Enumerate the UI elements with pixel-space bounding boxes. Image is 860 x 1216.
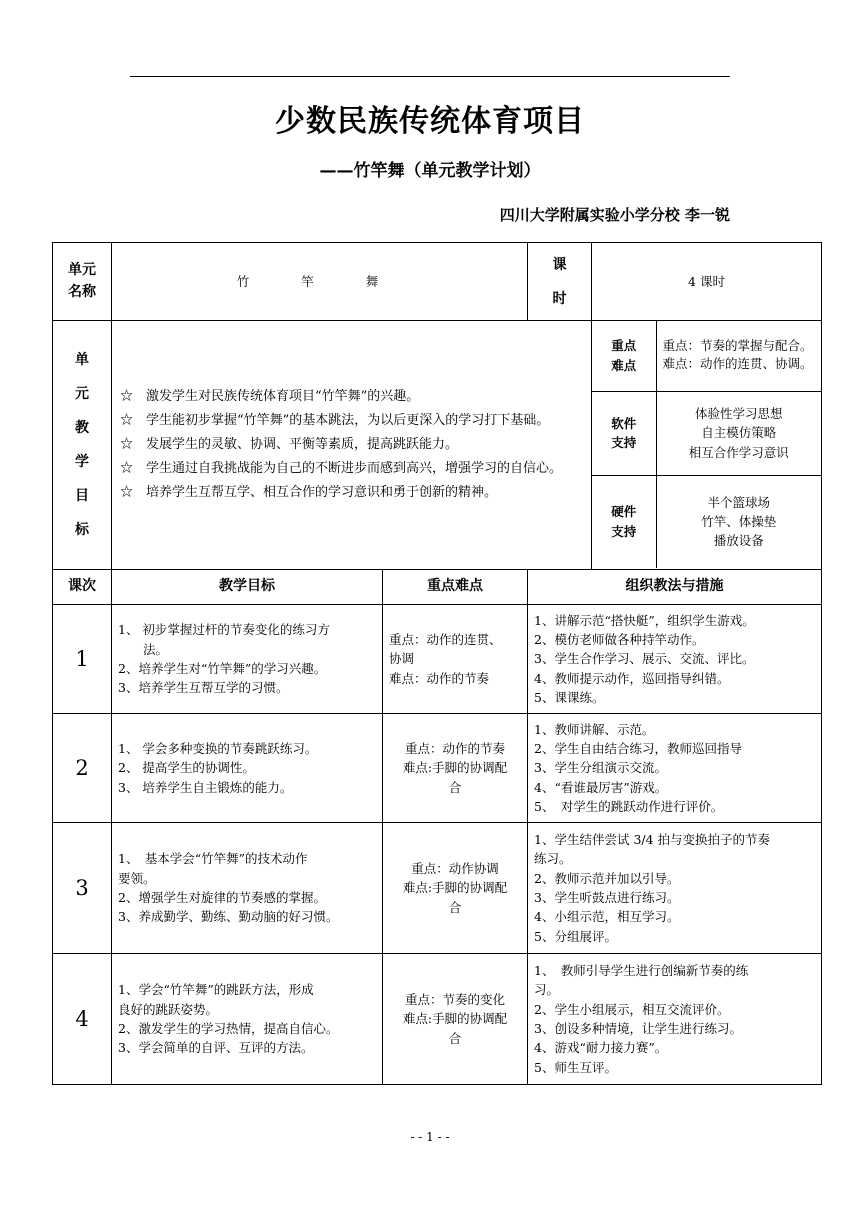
- lesson-number: 2: [53, 714, 112, 823]
- lesson-goals: 1、学会“竹竿舞”的跳跃方法，形成 良好的跳跃姿势。 2、激发学生的学习热情，提高自信心。 3、学会简单的自评、互评的方法。: [112, 954, 383, 1085]
- hardware-value: 半个篮球场 竹竿、体操垫 播放设备: [701, 494, 777, 549]
- unit-hours-label: 课 时: [528, 243, 592, 321]
- lesson-methods: 1、学生结伴尝试 3/4 拍与变换拍子的节奏 练习。 2、教师示范并加以引导。 3、学生听鼓点进行练习。 4、小组示范，相互学习。 5、分组展评。: [528, 823, 822, 954]
- goal-item: ☆ 学生能初步掌握“竹竿舞”的基本跳法，为以后更深入的学习打下基础。: [120, 412, 550, 428]
- header-rule: [130, 76, 730, 77]
- unit-goals-row: [53, 321, 822, 570]
- lesson-row: [53, 954, 822, 1085]
- lesson-row: [53, 605, 822, 714]
- lesson-methods: 1、讲解示范“搭快艇”，组织学生游戏。 2、模仿老师做各种持竿动作。 3、学生合作学习、展示、交流、评比。 4、教师提示动作，巡回指导纠错。 5、课课练。: [528, 605, 822, 714]
- lesson-row: [53, 714, 822, 823]
- lesson-goals: 1、 基本学会“竹竿舞”的技术动作 要领。 2、增强学生对旋律的节奏感的掌握。 3、养成勤学、勤练、勤动脑的好习惯。: [112, 823, 383, 954]
- lesson-methods: 1、 教师引导学生进行创编新节奏的练 习。 2、学生小组展示，相互交流评价。 3、创设多种情境，让学生进行练习。 4、游戏“耐力接力赛”。 5、师生互评。: [528, 954, 822, 1085]
- col-key-header: 重点难点: [383, 570, 528, 605]
- lesson-goals: 1、 学会多种变换的节奏跳跃练习。 2、 提高学生的协调性。 3、 培养学生自主锻炼的能力。: [112, 714, 383, 823]
- key-points-value: 重点：节奏的掌握与配合。 难点：动作的连贯、协调。: [656, 321, 821, 391]
- document-subtitle: ——竹竿舞（单元教学计划）: [319, 161, 541, 181]
- unit-name-value: 竹 竿 舞: [112, 243, 528, 321]
- unit-plan-table: [52, 242, 822, 1085]
- page-number: - - 1 - -: [410, 1130, 450, 1144]
- lesson-row: [53, 823, 822, 954]
- lesson-goals: 1、 初步掌握过杆的节奏变化的练习方 法。 2、培养学生对“竹竿舞”的学习兴趣。 3、培养学生互帮互学的习惯。: [112, 605, 383, 714]
- goal-item: ☆ 学生通过自我挑战能为自己的不断进步而感到高兴，增强学习的自信心。: [120, 461, 563, 477]
- col-method-header: 组织教法与措施: [528, 570, 822, 605]
- hardware-row: [592, 475, 821, 568]
- software-row: [592, 391, 821, 475]
- key-points-label: 重点 难点: [592, 321, 656, 391]
- col-goal-header: 教学目标: [112, 570, 383, 605]
- lesson-methods: 1、教师讲解、示范。 2、学生自由结合练习，教师巡回指导 3、学生分组演示交流。 4、“看谁最厉害”游戏。 5、 对学生的跳跃动作进行评价。: [528, 714, 822, 823]
- side-info-table: [592, 321, 821, 568]
- unit-name-row: [53, 243, 822, 321]
- lesson-key-points: 重点：动作协调 难点:手脚的协调配 合: [383, 823, 528, 954]
- unit-hours-value: 4 课时: [592, 243, 822, 321]
- lesson-key-points: 重点：动作的节奏 难点:手脚的协调配 合: [383, 714, 528, 823]
- lesson-number: 4: [53, 954, 112, 1085]
- key-points-row: [592, 321, 821, 391]
- lesson-key-points: 重点：节奏的变化 难点:手脚的协调配 合: [383, 954, 528, 1085]
- goal-item: ☆ 发展学生的灵敏、协调、平衡等素质，提高跳跃能力。: [120, 436, 459, 452]
- lesson-number: 1: [53, 605, 112, 714]
- hardware-label: 硬件 支持: [592, 475, 656, 568]
- unit-name-label: 单元 名称: [53, 243, 112, 321]
- goal-item: ☆ 培养学生互帮互学、相互合作的学习意识和勇于创新的精神。: [120, 485, 498, 501]
- lesson-number: 3: [53, 823, 112, 954]
- lessons-header-row: [53, 570, 822, 605]
- software-label: 软件 支持: [592, 391, 656, 475]
- goal-item: ☆ 激发学生对民族传统体育项目“竹竿舞”的兴趣。: [120, 388, 420, 404]
- unit-goals-label: 单 元 教 学 目 标: [53, 321, 112, 570]
- lesson-key-points: 重点：动作的连贯、 协调 难点：动作的节奏: [383, 605, 528, 714]
- document-title: 少数民族传统体育项目: [275, 104, 585, 139]
- unit-side-info: [592, 321, 822, 570]
- unit-goals-list: [112, 321, 592, 570]
- document-author: 四川大学附属实验小学分校 李一锐: [499, 206, 730, 224]
- col-lesson-header: 课次: [53, 570, 112, 605]
- software-value: 体验性学习思想 自主模仿策略 相互合作学习意识: [656, 391, 821, 475]
